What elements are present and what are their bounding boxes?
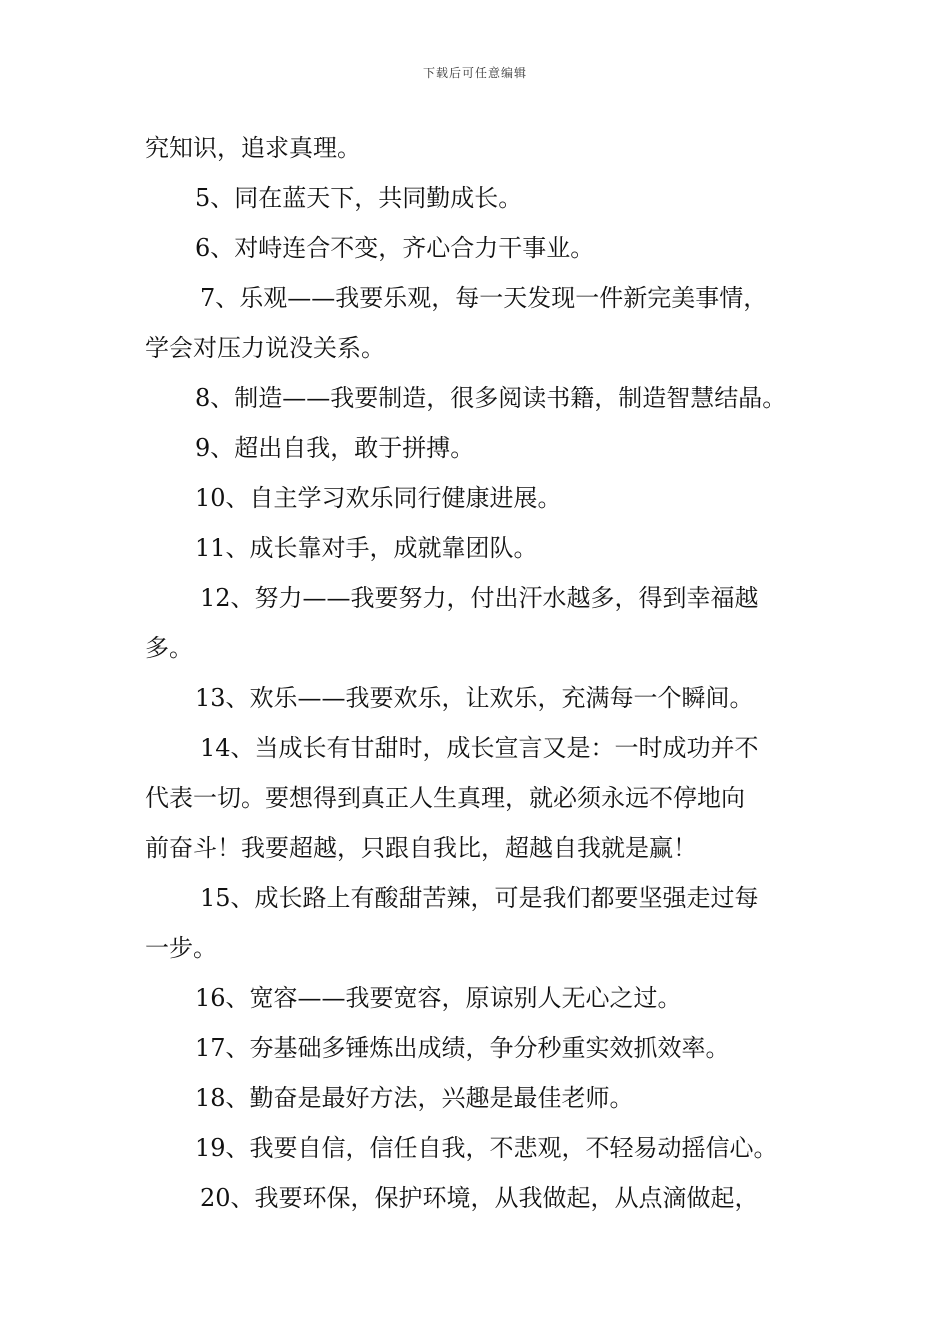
text-line: 究知识，追求真理。: [145, 134, 361, 162]
text-line: 19、我要自信，信任自我，不悲观，不轻易动摇信心。: [195, 1134, 778, 1162]
text-line: 7、乐观——我要乐观，每一天发现一件新完美事情，: [200, 284, 768, 312]
page-header: 下载后可任意编辑: [422, 66, 527, 80]
text-line: 17、夯基础多锤炼出成绩，争分秒重实效抓效率。: [195, 1034, 730, 1062]
text-line: 8、制造——我要制造，很多阅读书籍，制造智慧结晶。: [195, 384, 787, 412]
text-line: 14、当成长有甘甜时，成长宣言又是：一时成功并不: [200, 734, 759, 762]
text-line: 18、勤奋是最好方法，兴趣是最佳老师。: [195, 1084, 634, 1112]
text-line: 10、自主学习欢乐同行健康进展。: [195, 484, 562, 512]
text-line: 6、对峙连合不变，齐心合力干事业。: [195, 234, 595, 262]
text-line: 13、欢乐——我要欢乐，让欢乐，充满每一个瞬间。: [195, 684, 754, 712]
text-line: 16、宽容——我要宽容，原谅别人无心之过。: [195, 984, 682, 1012]
text-line: 5、同在蓝天下，共同勤成长。: [195, 184, 523, 212]
text-line: 15、成长路上有酸甜苦辣，可是我们都要坚强走过每: [200, 884, 759, 912]
text-line: 20、我要环保，保护环境，从我做起，从点滴做起，: [200, 1184, 759, 1212]
text-line: 9、超出自我，敢于拼搏。: [195, 434, 475, 462]
text-line: 多。: [145, 634, 193, 662]
text-line: 前奋斗！我要超越，只跟自我比，超越自我就是赢！: [145, 834, 697, 862]
text-line: 一步。: [145, 934, 217, 962]
text-line: 12、努力——我要努力，付出汗水越多，得到幸福越: [200, 584, 759, 612]
text-line: 11、成长靠对手，成就靠团队。: [195, 534, 538, 562]
text-line: 代表一切。要想得到真正人生真理，就必须永远不停地向: [145, 784, 745, 812]
text-line: 学会对压力说没关系。: [145, 334, 385, 362]
